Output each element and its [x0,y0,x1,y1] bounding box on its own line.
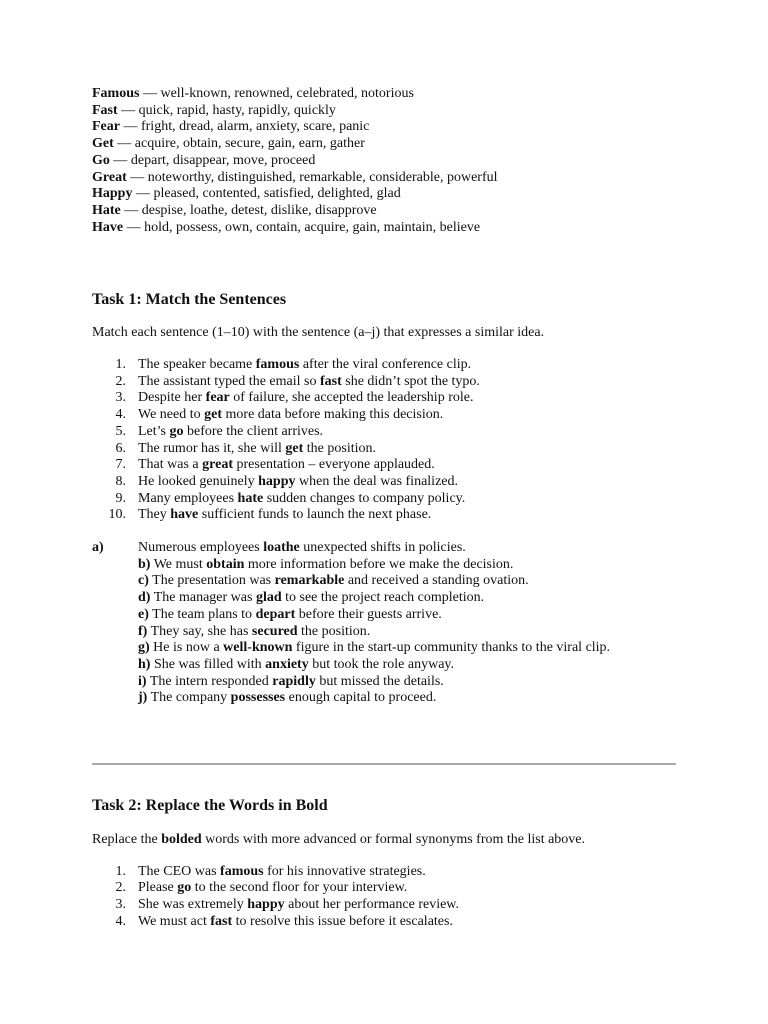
vocab-entry [92,203,682,220]
instruction-text: Replace the [92,832,162,847]
bold-word: bolded [161,832,202,847]
bold-word: remarkable [274,573,345,589]
answer-letter: a) [92,540,104,556]
sentence-text: sufficient funds to launch the next phase. [198,507,432,523]
sentence-text: presentation – everyone applauded. [233,457,435,473]
bold-word: loathe [263,540,300,556]
list-item [92,880,682,897]
vocab-synonyms: noteworthy, distinguished, remarkable, considerable, powerful [147,169,498,185]
vocab-word: Happy [92,186,133,202]
task1-answer-list [92,540,682,707]
answer-text: The team plans to [152,606,256,622]
bold-word: hate [237,490,264,506]
vocabulary-list [92,86,682,236]
item-number: 4. [115,407,126,423]
vocab-word: Fast [92,102,118,118]
answer-item [92,540,682,557]
task1-instructions: Match each sentence (1–10) with the sentence (a–j) that expresses a similar idea. [92,325,545,341]
answer-item [92,624,682,641]
bold-word: get [204,407,223,423]
vocab-separator: — [120,202,142,218]
sentence-text: The CEO was [138,863,221,879]
vocab-entry [92,103,682,120]
vocab-separator: — [117,102,139,118]
bold-word: great [202,457,233,473]
vocab-synonyms: depart, disappear, move, proceed [130,152,316,168]
vocab-entry [92,153,682,170]
vocab-synonyms: despise, loathe, detest, dislike, disapprove [141,202,377,218]
item-number: 10. [108,507,126,523]
item-number: 5. [115,423,126,439]
sentence-text: Let’s [138,423,170,439]
vocab-synonyms: hold, possess, own, contain, acquire, gain, maintain, believe [144,219,481,235]
vocab-entry [92,86,682,103]
sentence-text: about her performance review. [284,897,460,913]
vocab-entry [92,170,682,187]
answer-text: but missed the details. [315,673,444,689]
answer-letter: g) [138,640,150,656]
answer-text: before their guests arrive. [295,606,442,622]
sentence-text: He looked genuinely [138,473,259,489]
item-number: 2. [115,880,126,896]
sentence-text: to resolve this issue before it escalates. [232,913,453,929]
task1-sentence-list [92,357,682,524]
vocab-word: Famous [92,86,140,101]
bold-word: happy [247,897,285,913]
bold-word: secured [251,623,298,639]
list-item [92,897,682,914]
bold-word: depart [255,606,296,622]
item-number: 3. [115,897,126,913]
answer-text: the position. [297,623,371,639]
sentence-text: That was a [138,457,203,473]
vocab-entry [92,136,682,153]
sentence-text: when the deal was finalized. [295,473,458,489]
bold-word: anxiety [265,656,309,672]
vocab-synonyms: fright, dread, alarm, anxiety, scare, panic [140,119,370,135]
answer-letter: e) [138,606,149,622]
bold-word: have [170,507,199,523]
bold-word: possesses [230,690,286,706]
answer-letter: b) [138,556,151,572]
bold-word: well-known [223,640,293,656]
answer-letter: d) [138,590,151,606]
sentence-text: We must act [138,913,211,929]
instruction-text: words with more advanced or formal synonyms from the list above. [201,832,586,847]
bold-word: famous [255,357,300,373]
vocab-entry [92,220,682,237]
answer-text: to see the project reach completion. [281,590,485,606]
item-number: 8. [115,473,126,489]
section-divider [92,763,676,765]
bold-word: glad [255,590,282,606]
vocab-word: Go [92,152,110,168]
sentence-text: The rumor has it, she will [138,440,286,456]
answer-letter: c) [138,573,149,589]
list-item [92,390,682,407]
answer-item [92,590,682,607]
sentence-text: she didn’t spot the typo. [341,373,480,389]
list-item [92,507,682,524]
answer-item [92,640,682,657]
bold-word: fast [319,373,342,389]
sentence-text: Please [138,880,178,896]
vocab-word: Get [92,136,114,152]
answer-text: He is now a [153,640,224,656]
answer-letter: j) [138,690,148,706]
answer-item [92,607,682,624]
sentence-text: the position. [303,440,376,456]
answer-letter: f) [138,623,148,639]
task2-section [92,796,682,931]
bold-word: famous [220,863,264,879]
item-number: 6. [115,440,126,456]
item-number: 1. [115,863,126,879]
vocab-word: Have [92,219,124,235]
list-item [92,491,682,508]
bold-word: fast [210,913,233,929]
vocab-entry [92,119,682,136]
sentence-text: She was extremely [138,897,248,913]
vocab-synonyms: acquire, obtain, secure, gain, earn, gather [134,136,365,152]
vocab-separator: — [109,152,131,168]
vocab-synonyms: well-known, renowned, celebrated, notorious [160,86,414,101]
sentence-text: before the client arrives. [183,423,324,439]
bold-word: rapidly [272,673,316,689]
sentence-text: They [138,507,171,523]
answer-item [92,573,682,590]
list-item [92,374,682,391]
list-item [92,914,682,931]
answer-text: but took the role anyway. [308,656,455,672]
vocab-synonyms: quick, rapid, hasty, rapidly, quickly [138,102,336,118]
task2-instructions [92,832,682,849]
bold-word: get [285,440,304,456]
vocab-word: Fear [92,119,120,135]
list-item [92,864,682,881]
answer-text: and received a standing ovation. [344,573,529,589]
answer-item [92,657,682,674]
list-item [92,474,682,491]
answer-text: unexpected shifts in policies. [299,540,466,556]
bold-word: go [177,880,192,896]
answer-item [92,557,682,574]
answer-text: more information before we make the decision. [244,556,514,572]
vocab-separator: — [123,219,145,235]
sentence-text: Despite her [138,390,206,406]
sentence-text: of failure, she accepted the leadership role. [229,390,474,406]
item-number: 7. [115,457,126,473]
vocab-synonyms: pleased, contented, satisfied, delighted, glad [153,186,401,202]
answer-text: The company [150,690,231,706]
sentence-text: The assistant typed the email so [138,373,320,389]
answer-text: Numerous employees [138,540,264,556]
vocab-entry [92,186,682,203]
vocab-separator: — [119,119,141,135]
sentence-text: after the viral conference clip. [299,357,472,373]
sentence-text: more data before making this decision. [222,407,444,423]
item-number: 4. [115,913,126,929]
vocab-separator: — [139,86,161,101]
answer-text: The intern responded [149,673,273,689]
list-item [92,441,682,458]
sentence-text: for his innovative strategies. [263,863,426,879]
bold-word: go [169,423,184,439]
answer-letter: i) [138,673,147,689]
task1-heading: Task 1: Match the Sentences [92,291,287,309]
answer-text: The presentation was [152,573,275,589]
answer-text: She was filled with [153,656,266,672]
bold-word: obtain [206,556,245,572]
worksheet-page [92,86,682,707]
answer-text: We must [153,556,207,572]
sentence-text: sudden changes to company policy. [263,490,466,506]
answer-letter: h) [138,656,151,672]
answer-text: enough capital to proceed. [285,690,437,706]
task2-sentence-list [92,864,682,931]
list-item [92,357,682,374]
item-number: 3. [115,390,126,406]
item-number: 2. [115,373,126,389]
list-item [92,424,682,441]
sentence-text: We need to [138,407,205,423]
answer-item [92,690,682,707]
bold-word: fear [205,390,230,406]
bold-word: happy [258,473,296,489]
answer-text: figure in the start-up community thanks to the viral clip. [292,640,611,656]
item-number: 9. [115,490,126,506]
vocab-separator: — [126,169,148,185]
sentence-text: Many employees [138,490,238,506]
vocab-word: Great [92,169,127,185]
task2-heading: Task 2: Replace the Words in Bold [92,797,328,814]
sentence-text: The speaker became [138,357,256,373]
answer-item [92,674,682,691]
answer-text: They say, she has [150,623,252,639]
list-item [92,457,682,474]
sentence-text: to the second floor for your interview. [191,880,408,896]
vocab-separator: — [113,136,135,152]
vocab-word: Hate [92,202,121,218]
vocab-separator: — [132,186,154,202]
item-number: 1. [115,357,126,373]
list-item [92,407,682,424]
answer-text: The manager was [153,590,256,606]
